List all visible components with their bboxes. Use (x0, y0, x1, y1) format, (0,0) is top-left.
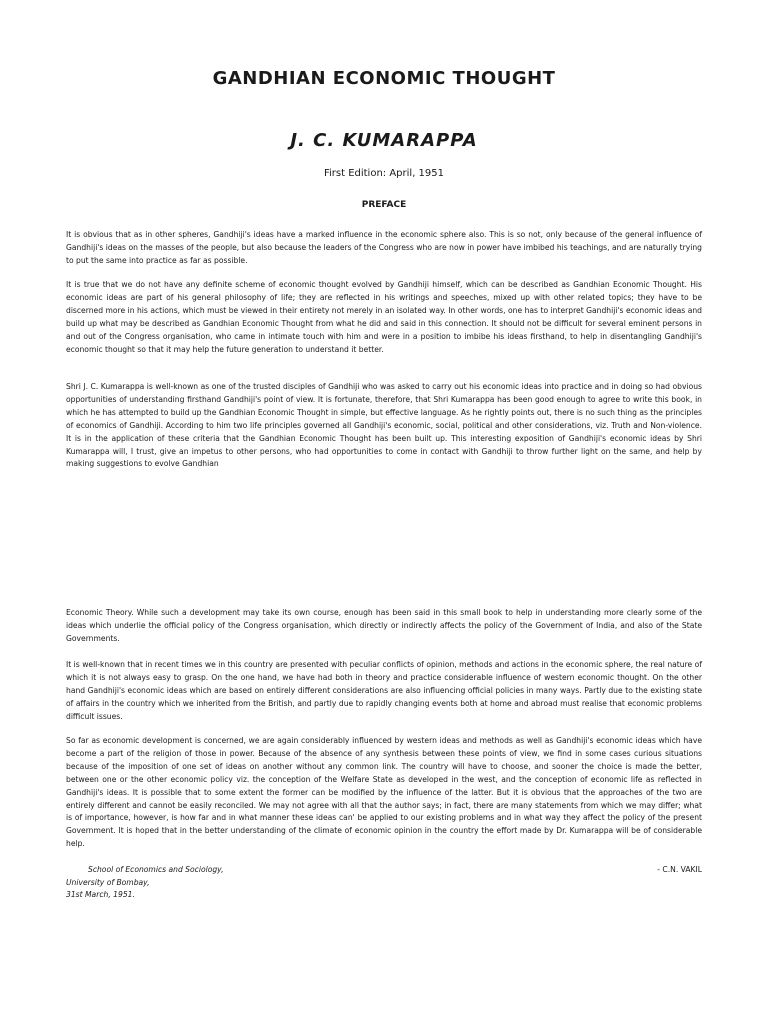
signatory-name: - C.N. VAKIL (657, 865, 702, 874)
paragraph-6: So far as economic development is concerned, we are again considerably influenced by western ideas and methods as well as Gandhiji's economic ideas which have become a part of the religion of those in power. Because of the absence of any synthesis between these points of view, we find in some cases curious situations because of the imposition of one set of ideas on another without any common link. The country will have to choose, and sooner the choice is made the better, between one or the other economic policy viz. the conception of the Welfare State as developed in the west, and the conception of economic life as reflected in Gandhiji's ideas. It is possible that to some extent the former can be modified by the influence of the latter. But it is obvious that the approaches of the two are entirely different and cannot be easily reconciled. We may not agree with all that the author says; in fact, there are many statements from which we may differ; what is of importance, however, is how far and in what manner these ideas can' be applied to our existing problems and in what way they affect the policy of the present Government. It is hoped that in the better understanding of the climate of economic opinion in the country the effort made by Dr. Kumarappa will be of considerable help. (66, 736, 702, 849)
author-name: J. C. KUMARAPPA (290, 130, 478, 151)
signature-institution: School of Economics and Sociology, (88, 865, 224, 874)
document-title: GANDHIAN ECONOMIC THOUGHT (212, 68, 556, 89)
paragraph-5: It is well-known that in recent times we in this country are presented with peculiar conflicts of opinion, methods and actions in the economic sphere, the real nature of which it is not always easy to grasp. On the one hand, we have had both in theory and practice considerable influence of western economic thought. On the other hand Gandhiji's economic ideas which are based on entirely different considerations are also influencing official policies in many ways. Partly due to the existing state of affairs in the country which we inherited from the British, and partly due to rapidly changing events both at home and abroad must realise that economic problems difficult issues. (66, 660, 702, 721)
paragraph-4: Economic Theory. While such a development may take its own course, enough has been said in this small book to help in understanding more clearly some of the ideas which underlie the official policy of the Congress organisation, which directly or indirectly affects the policy of the Government of India, and also of the State Governments. (66, 608, 702, 643)
paragraph-3: Shri J. C. Kumarappa is well-known as one of the trusted disciples of Gandhiji who was asked to carry out his economic ideas into practice and in doing so had obvious opportunities of understanding firsthand Gandhiji's point of view. It is fortunate, therefore, that Shri Kumarappa has been good enough to agree to write this book, in which he has attempted to build up the Gandhian Economic Thought in simple, but effective language. As he rightly points out, there is no such thing as the principles of economics of Gandhiji. According to him two life principles governed all Gandhiji's economic, social, political and other considerations, viz. Truth and Non-violence. It is in the application of these criteria that the Gandhian Economic Thought has been built up. This interesting exposition of Gandhiji's economic ideas by Shri Kumarappa will, I trust, give an impetus to other persons, who had opportunities to come in contact with Gandhiji to throw further light on the same, and help by making suggestions to evolve Gandhian (66, 382, 702, 469)
paragraph-1: It is obvious that as in other spheres, Gandhiji's ideas have a marked influence in the economic sphere also. This is so not, only because of the general influence of Gandhiji's ideas on the masses of the people, but also because the leaders of the Congress who are now in power have imbibed his teachings, and are naturally trying to put the same into practice as far as possible. (66, 230, 702, 265)
signature-date: 31st March, 1951. (66, 890, 135, 899)
paragraph-2: It is true that we do not have any definite scheme of economic thought evolved by Gandhiji himself, which can be described as Gandhian Economic Thought. His economic ideas are part of his general philosophy of life; they are reflected in his writings and speeches, mixed up with other related topics; they have to be discerned more in his actions, which must be viewed in their entirety not merely in an isolated way. In other words, one has to interpret Gandhiji's economic ideas and build up what may be described as Gandhian Economic Thought from what he did and said in this connection. It should not be difficult for several eminent persons in and out of the Congress organisation, who came in intimate touch with him and were in a position to imbibe his ideas firsthand, to help in disentangling Gandhiji's economic thought so that it may help the future generation to understand it better. (66, 280, 702, 354)
edition-line: First Edition: April, 1951 (323, 168, 445, 179)
signature-university: University of Bombay, (66, 877, 150, 887)
preface-heading: PREFACE (361, 200, 407, 210)
signature-block (66, 864, 223, 902)
